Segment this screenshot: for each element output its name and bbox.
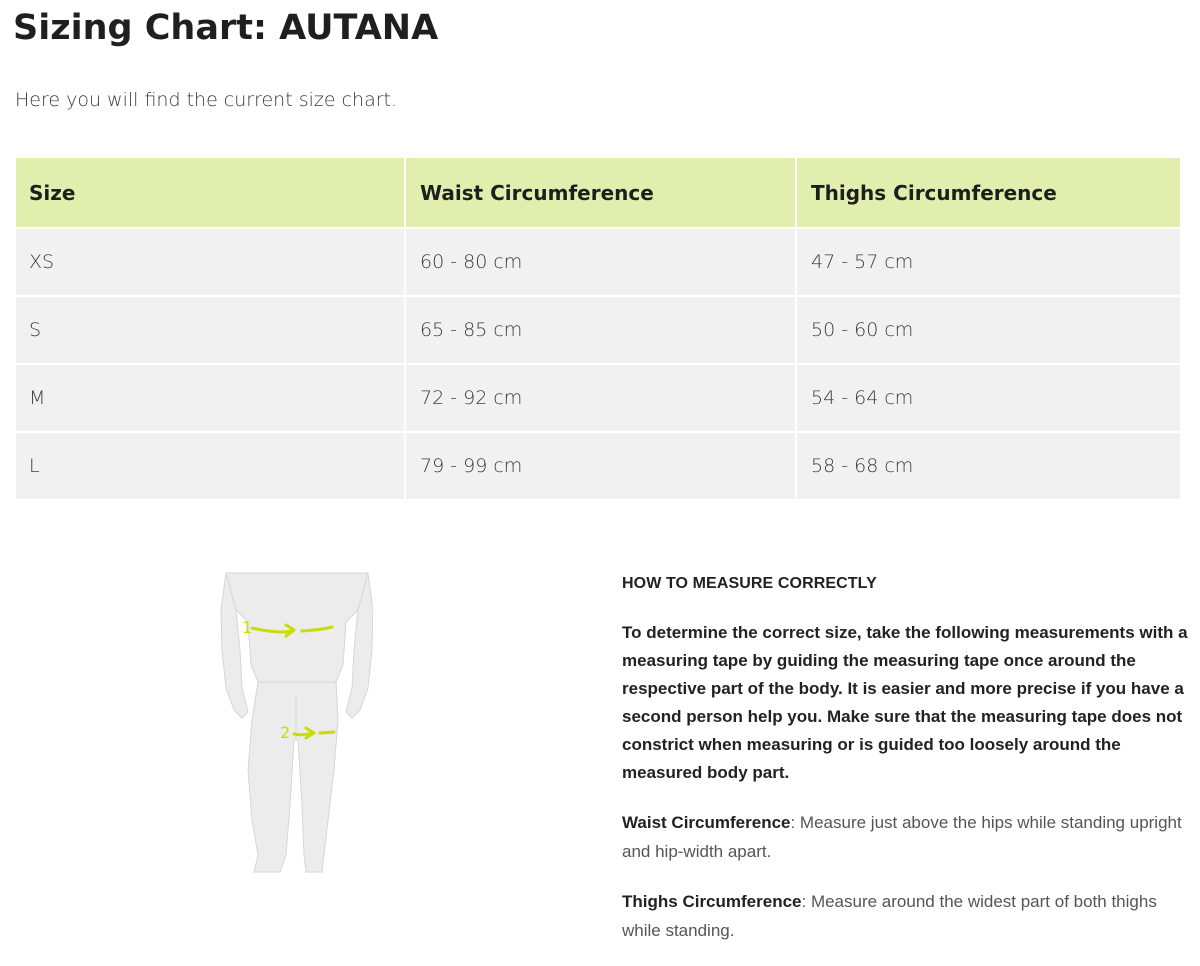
table-row bbox=[16, 433, 1180, 499]
cell-size: M bbox=[16, 365, 404, 431]
cell-waist: 79 - 99 cm bbox=[406, 433, 795, 499]
header-waist-circumference: Waist Circumference bbox=[406, 158, 795, 227]
cell-thigh: 47 - 57 cm bbox=[797, 229, 1180, 295]
table-row bbox=[16, 229, 1180, 295]
body-silhouette-illustration bbox=[218, 570, 373, 875]
header-thighs-circumference: Thighs Circumference bbox=[797, 158, 1180, 227]
thigh-definition bbox=[622, 887, 1192, 945]
waist-marker-label: 1 bbox=[242, 618, 253, 637]
waist-definition bbox=[622, 808, 1192, 866]
thigh-marker-label: 2 bbox=[280, 723, 291, 742]
page-title: Sizing Chart: AUTANA bbox=[13, 8, 439, 48]
cell-thigh: 50 - 60 cm bbox=[797, 297, 1180, 363]
table-row bbox=[16, 365, 1180, 431]
how-to-measure-instructions: To determine the correct size, take the following measurements with a measuring tape by guiding the measuring tape once around the respective part of the body. It is easier and more precise if you have a second person help you. Make sure that the measuring tape does not constrict when measuring or is guided too loosely around the measured body part. bbox=[622, 623, 1188, 782]
waist-term: Waist Circumference bbox=[622, 813, 791, 832]
waist-description: : Measure just above the hips while standing upright and hip-width apart. bbox=[622, 813, 1182, 861]
cell-thigh: 54 - 64 cm bbox=[797, 365, 1180, 431]
intro-text: Here you will find the current size chart. bbox=[15, 89, 398, 111]
table-row bbox=[16, 297, 1180, 363]
cell-size: L bbox=[16, 433, 404, 499]
size-chart-table bbox=[14, 156, 1182, 501]
measurement-figure bbox=[218, 570, 373, 875]
cell-size: XS bbox=[16, 229, 404, 295]
cell-size: S bbox=[16, 297, 404, 363]
cell-thigh: 58 - 68 cm bbox=[797, 433, 1180, 499]
thigh-description: : Measure around the widest part of both thighs while standing. bbox=[622, 892, 1157, 940]
header-size: Size bbox=[16, 158, 404, 227]
how-to-measure-heading: HOW TO MEASURE CORRECTLY bbox=[622, 575, 877, 592]
how-to-measure-section bbox=[622, 570, 1192, 945]
cell-waist: 65 - 85 cm bbox=[406, 297, 795, 363]
cell-waist: 72 - 92 cm bbox=[406, 365, 795, 431]
thigh-term: Thighs Circumference bbox=[622, 892, 802, 911]
cell-waist: 60 - 80 cm bbox=[406, 229, 795, 295]
table-header-row bbox=[16, 158, 1180, 227]
